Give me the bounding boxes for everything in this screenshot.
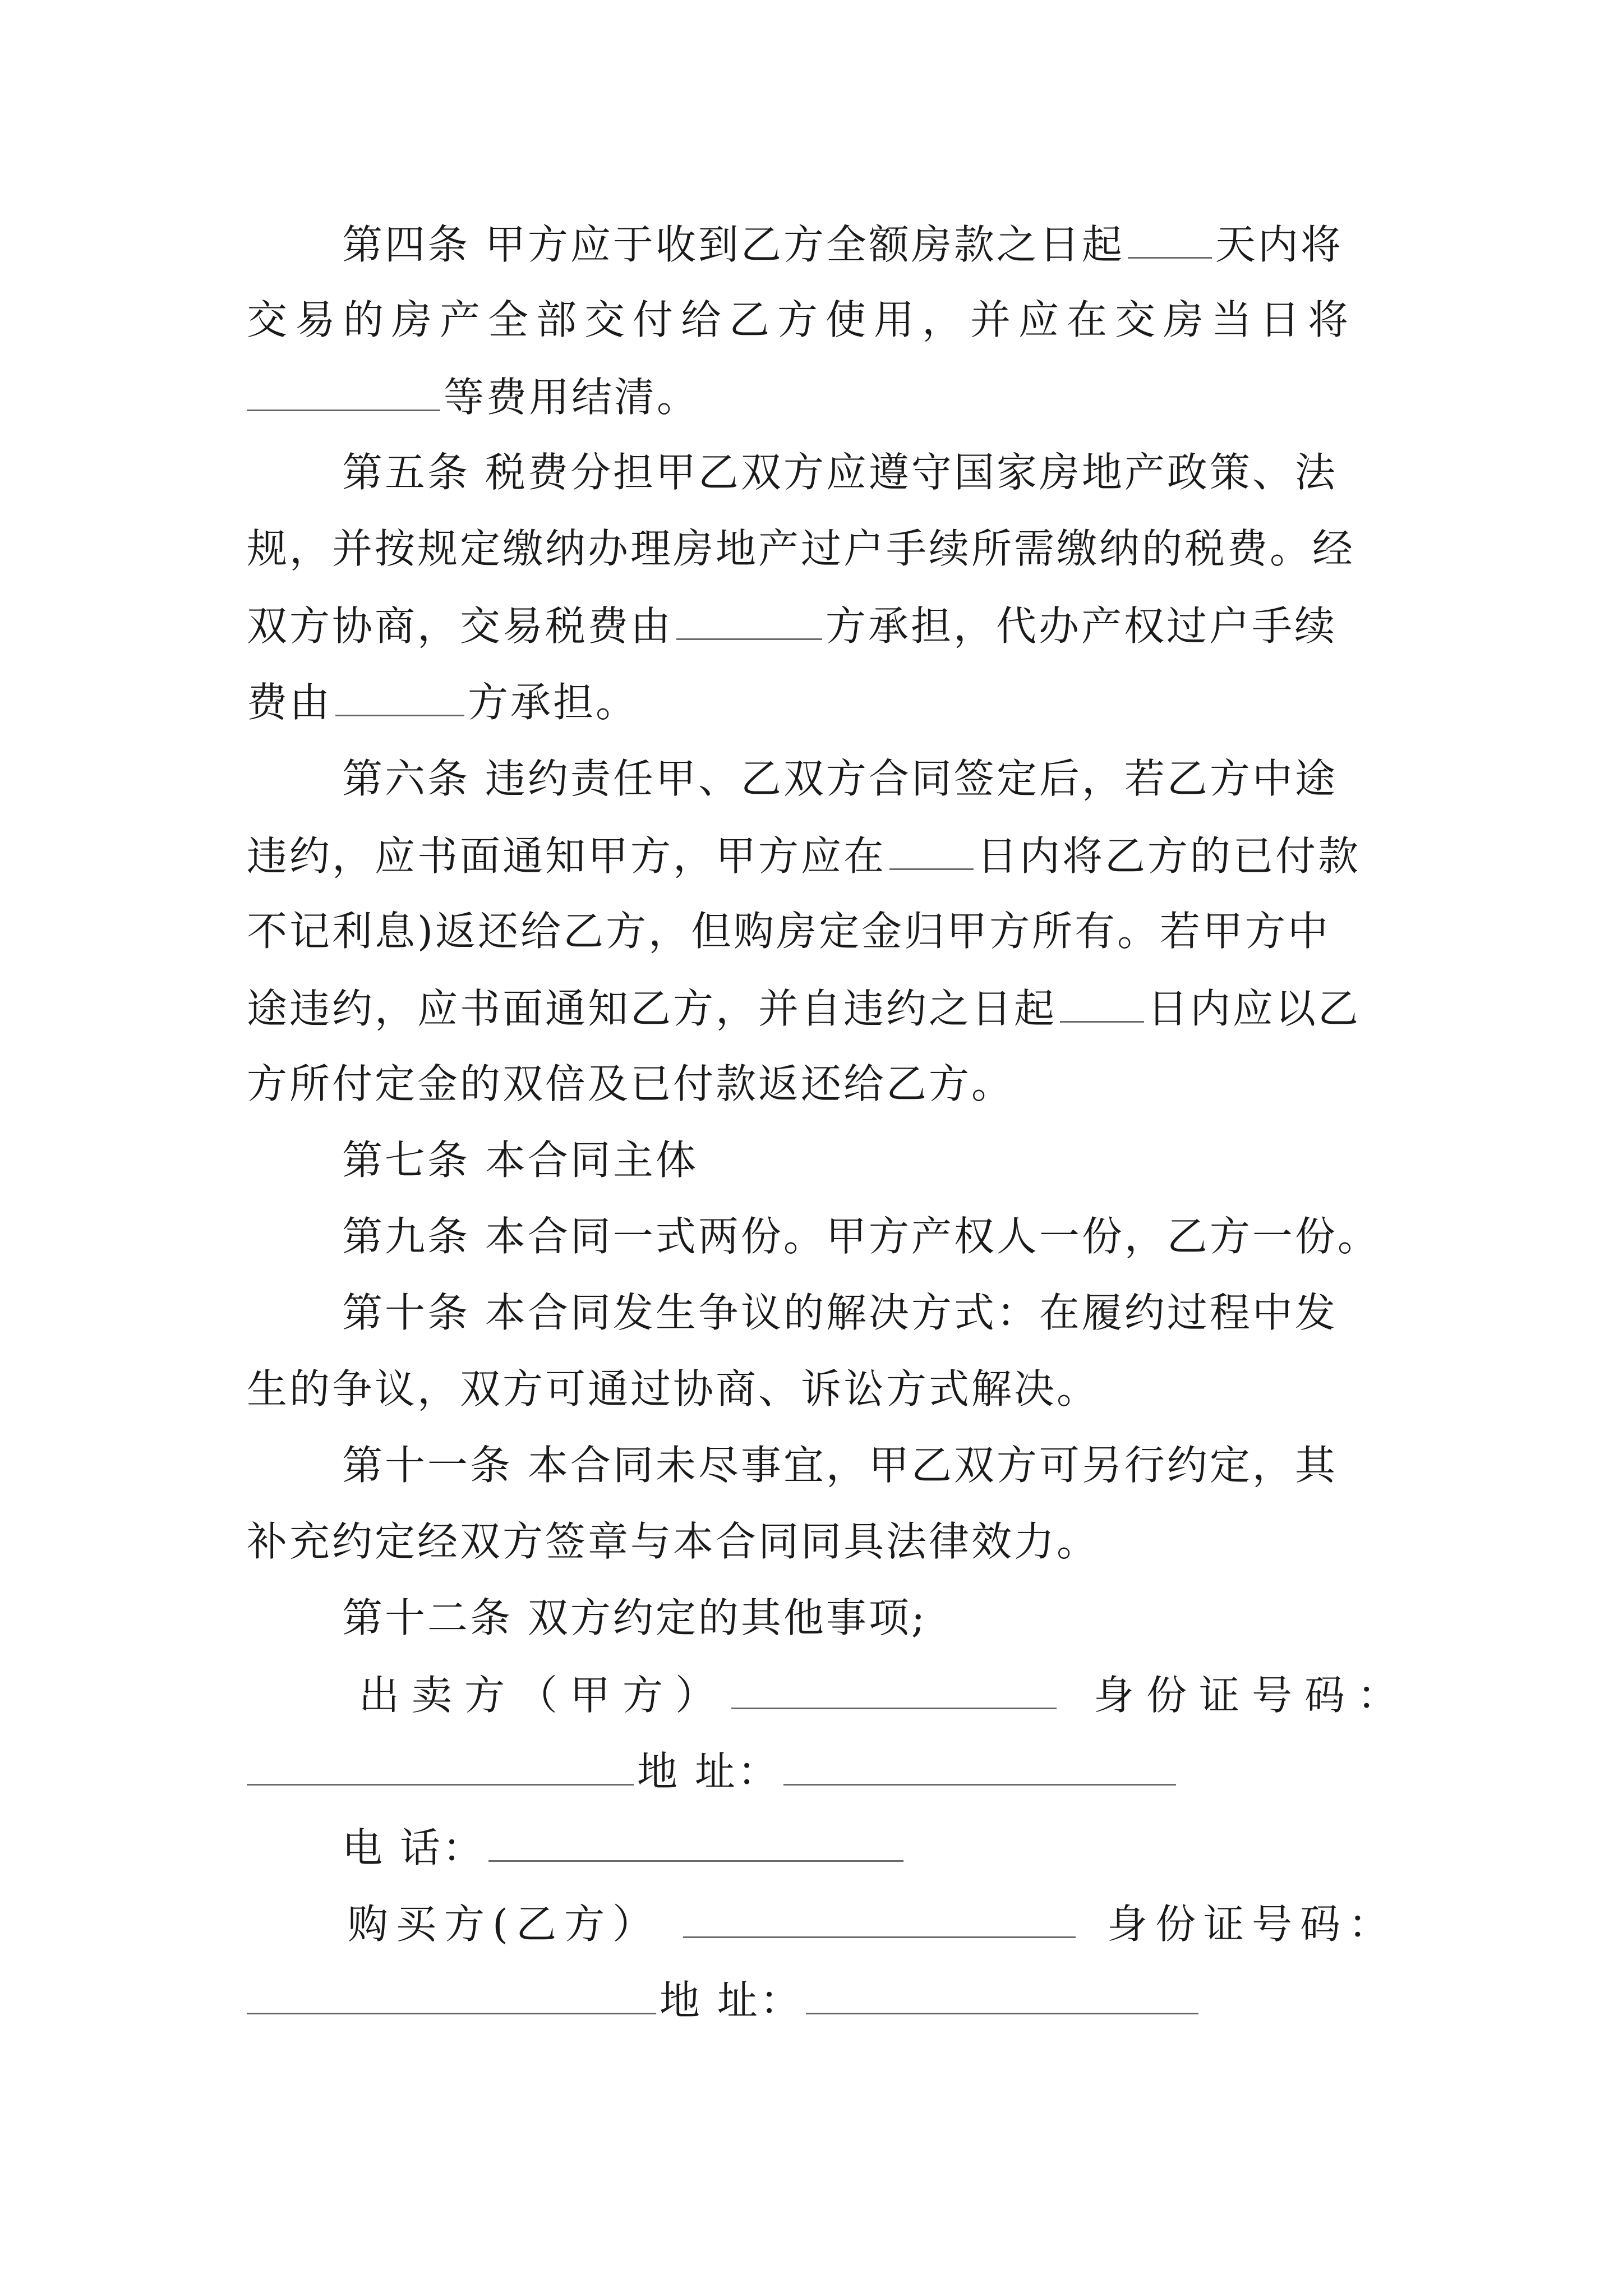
article-4-line-3: 等费用结清。: [247, 369, 1419, 424]
seller-phone-label: 电 话：: [342, 1824, 485, 1871]
article-6-line-5: 方所付定金的双倍及已付款返还给乙方。: [247, 1060, 1015, 1107]
article-6-line-4: 途违约，应书面通知乙方，并自违约之日起 日内应以乙: [247, 981, 1419, 1036]
article-4-line-1: 第四条 甲方应于收到乙方全额房款之日起 天内将: [342, 217, 1419, 272]
article-5-line-3: 双方协商，交易税费由 方承担，代办产权过户手续: [247, 598, 1419, 653]
seller-name-field[interactable]: [731, 1667, 1057, 1709]
seller-id-field[interactable]: [247, 1743, 634, 1786]
days-blank: [1128, 217, 1212, 259]
buyer-line-2: [247, 1972, 1419, 2027]
buyer-label: 购买方(乙方）: [348, 1901, 661, 1948]
article-11-line-2: 补充约定经双方签章与本合同同具法律效力。: [247, 1518, 1100, 1565]
fees-blank: [247, 369, 440, 411]
buyer-id-label: 身份证号码：: [1107, 1901, 1397, 1948]
seller-line-3: [342, 1820, 1419, 1875]
buyer-id-field[interactable]: [247, 1972, 656, 2014]
article-9: 第九条 本合同一式两份。甲方产权人一份，乙方一份。: [342, 1213, 1380, 1260]
penalty-days-blank: [1060, 981, 1144, 1023]
seller-phone-field[interactable]: [488, 1820, 903, 1862]
seller-address-field[interactable]: [783, 1743, 1176, 1786]
buyer-address-label: 地 址：: [660, 1977, 803, 2024]
article-4-line-2: 交易的房产全部交付给乙方使用，并应在交房当日将: [247, 296, 1357, 343]
transfer-fee-party-blank: [335, 674, 464, 716]
seller-id-label: 身份证号码：: [1094, 1672, 1410, 1719]
article-10-line-2: 生的争议，双方可通过协商、诉讼方式解决。: [247, 1365, 1100, 1412]
seller-address-label: 地 址：: [637, 1748, 780, 1795]
article-5-line-1: 第五条 税费分担甲乙双方应遵守国家房地产政策、法: [342, 449, 1338, 496]
article-7: 第七条 本合同主体: [342, 1137, 698, 1184]
seller-line-1: [359, 1667, 1419, 1722]
seller-label: 出卖方（甲方）: [359, 1672, 728, 1719]
article-11-line-1: 第十一条 本合同未尽事宜，甲乙双方可另行约定，其: [342, 1442, 1338, 1489]
buyer-line-1: [348, 1896, 1419, 1951]
article-10-line-1: 第十条 本合同发生争议的解决方式：在履约过程中发: [342, 1289, 1338, 1336]
article-6-line-3: 不记利息)返还给乙方，但购房定金归甲方所有。若甲方中: [247, 908, 1331, 955]
article-5-line-2: 规，并按规定缴纳办理房地产过户手续所需缴纳的税费。经: [247, 525, 1355, 572]
article-5-line-4: 费由 方承担。: [247, 674, 1419, 729]
seller-line-2: [247, 1743, 1419, 1798]
article-12: 第十二条 双方约定的其他事项;: [342, 1594, 928, 1641]
article-6-line-2: 违约，应书面通知甲方，甲方应在 日内将乙方的已付款: [247, 828, 1419, 883]
buyer-name-field[interactable]: [683, 1896, 1076, 1938]
buyer-address-field[interactable]: [806, 1972, 1198, 2014]
tax-party-blank: [676, 598, 822, 640]
article-4-text: 第四条 甲方应于收到乙方全额房款之日起: [342, 221, 1124, 268]
refund-days-blank: [889, 828, 974, 870]
article-6-line-1: 第六条 违约责任甲、乙双方合同签定后，若乙方中途: [342, 755, 1338, 802]
